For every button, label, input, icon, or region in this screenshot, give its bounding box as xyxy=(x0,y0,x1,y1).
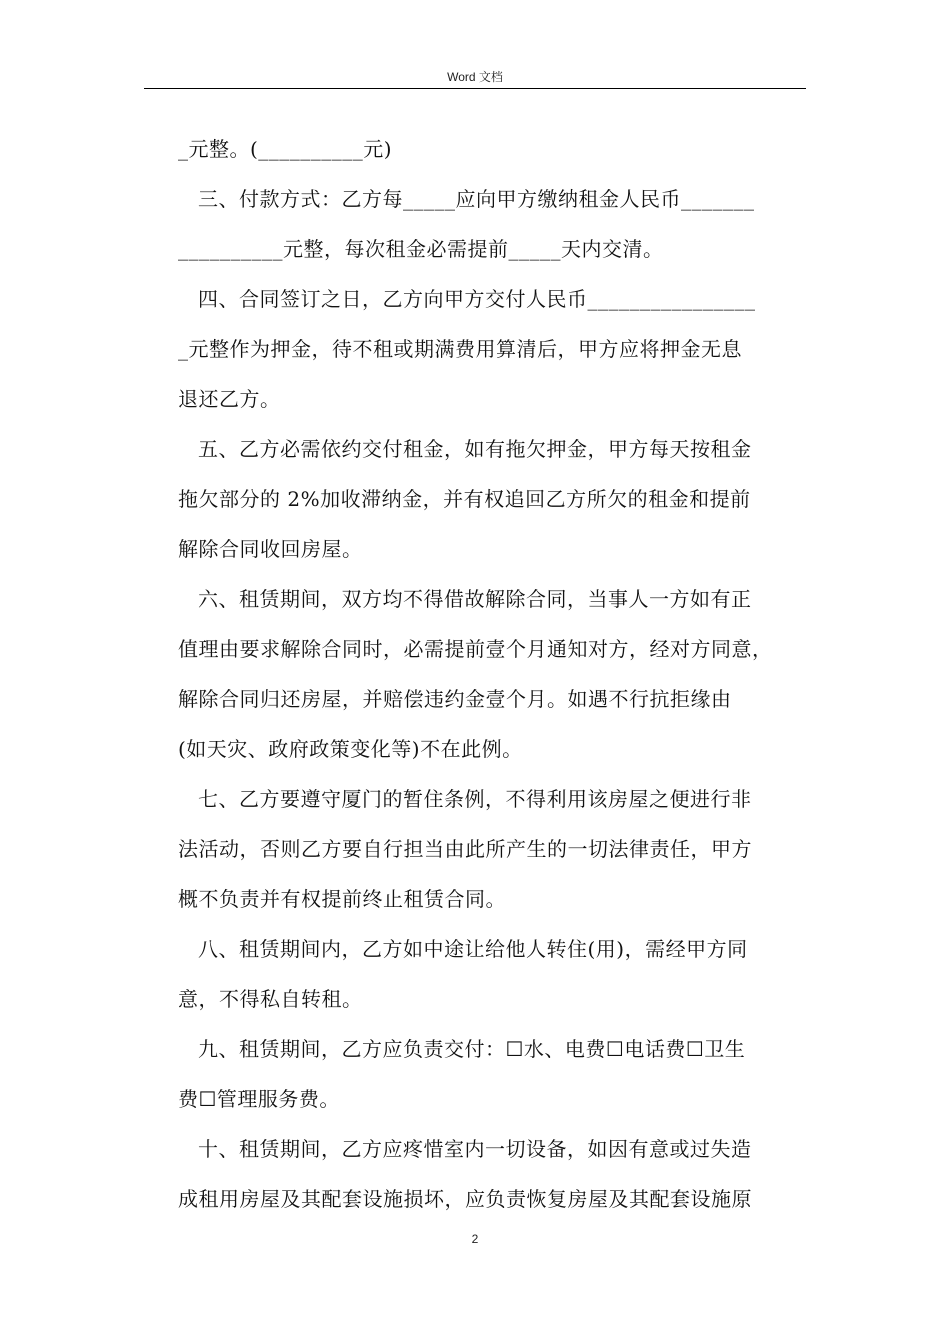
text-line: 七、乙方要遵守厦门的暂住条例，不得利用该房屋之便进行非 xyxy=(198,787,752,811)
text-line: 六、租赁期间，双方均不得借故解除合同，当事人一方如有正 xyxy=(198,587,752,611)
text-line: __________元整，每次租金必需提前_____天内交清。 xyxy=(178,237,664,261)
header-divider xyxy=(144,88,806,89)
text-line: _元整。(__________元) xyxy=(178,137,393,161)
text-line: 值理由要求解除合同时，必需提前壹个月通知对方，经对方同意， xyxy=(178,637,773,661)
text-line: 四、合同签订之日，乙方向甲方交付人民币________________ xyxy=(198,287,756,311)
page-header: Word 文档 xyxy=(447,70,503,84)
text-line: 法活动，否则乙方要自行担当由此所产生的一切法律责任，甲方 xyxy=(178,837,752,861)
text-line: 成租用房屋及其配套设施损坏，应负责恢复房屋及其配套设施原 xyxy=(178,1187,752,1211)
text-line: 拖欠部分的 2%加收滞纳金，并有权追回乙方所欠的租金和提前 xyxy=(178,487,751,511)
text-line: 三、付款方式：乙方每_____应向甲方缴纳租金人民币_______ xyxy=(198,187,755,211)
text-line: 五、乙方必需依约交付租金，如有拖欠押金，甲方每天按租金 xyxy=(198,437,752,461)
text-line: 解除合同收回房屋。 xyxy=(178,537,363,561)
text-line: 九、租赁期间，乙方应负责交付：☐水、电费☐电话费☐卫生 xyxy=(198,1037,746,1061)
text-line: (如天灾、政府政策变化等)不在此例。 xyxy=(178,737,523,761)
text-line: 费☐管理服务费。 xyxy=(178,1087,340,1111)
text-line: 解除合同归还房屋，并赔偿违约金壹个月。如遇不行抗拒缘由 xyxy=(178,687,732,711)
text-line: 概不负责并有权提前终止租赁合同。 xyxy=(178,887,506,911)
text-line: 十、租赁期间，乙方应疼惜室内一切设备，如因有意或过失造 xyxy=(198,1137,752,1161)
text-line: 退还乙方。 xyxy=(178,387,281,411)
text-line: 八、租赁期间内，乙方如中途让给他人转住(用)，需经甲方同 xyxy=(198,937,748,961)
text-line: 意，不得私自转租。 xyxy=(178,987,363,1011)
document-body xyxy=(178,124,810,1224)
page-number: 2 xyxy=(471,1232,479,1246)
text-line: _元整作为押金，待不租或期满费用算清后，甲方应将押金无息 xyxy=(178,337,742,361)
